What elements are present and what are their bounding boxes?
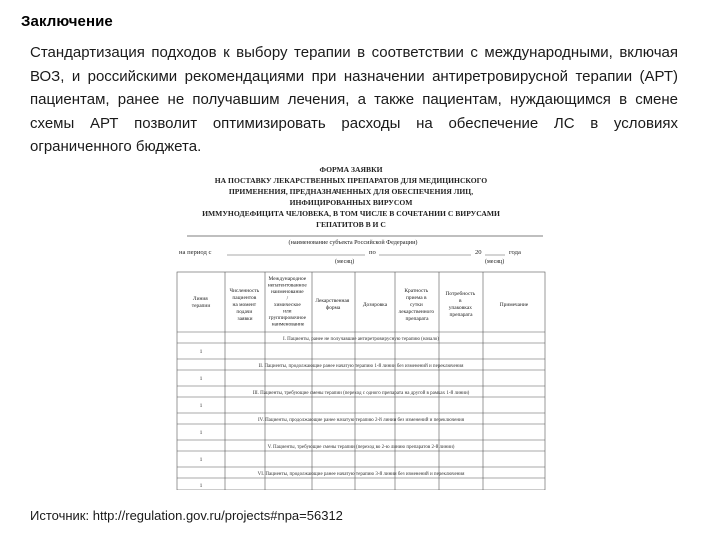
row-number: 1 xyxy=(199,430,203,436)
subject-caption: (наименование субъекта Российской Федерации) xyxy=(288,239,418,246)
month-caption: (месяц) xyxy=(485,259,505,265)
form-heading-line: ГЕПАТИТОВ В И С xyxy=(316,220,386,229)
conclusion-paragraph: Стандартизация подходов к выбору терапии в соответствии с международными, включая ВОЗ, и российскими рекомендациями при назначении антиретровирусной терапии (АРТ) пациентам, ранее не получавшим лечения, а также пациентам, нуждающимся в смене схемы АРТ позволит оптимизировать расходы на обеспечение ЛС в условиях ограниченного бюджета. xyxy=(30,44,678,155)
form-heading-line: ФОРМА ЗАЯВКИ xyxy=(319,165,383,174)
section-title: III. Пациенты, требующие смены терапии (переход с одного препарата на другой в рамках 1-й линии) xyxy=(252,391,470,396)
source-citation: Источник: http://regulation.gov.ru/projects#npa=56312 xyxy=(30,508,343,523)
period-year-label: года xyxy=(509,249,521,256)
column-header: Потребность в упаковках препарата xyxy=(445,291,476,318)
application-form-scan xyxy=(175,160,547,490)
column-header: Линия терапии xyxy=(191,296,211,309)
column-header: Дозировка xyxy=(362,302,388,308)
section-title: IV. Пациенты, продолжающие ранее начатую терапию 2-й линии без изменений и переключения xyxy=(257,418,465,423)
form-heading-line: НА ПОСТАВКУ ЛЕКАРСТВЕННЫХ ПРЕПАРАТОВ ДЛЯ МЕДИЦИНСКОГО xyxy=(214,176,488,185)
section-title: I. Пациенты, ранее не получавшие антиретровирусную терапию (начало) xyxy=(283,337,439,342)
row-number: 1 xyxy=(199,483,203,489)
section-title: II. Пациенты, продолжающие ранее начатую терапию 1-й линии без изменений и переключения xyxy=(258,364,464,369)
column-header: Лекарственная форма xyxy=(315,298,350,311)
row-number: 1 xyxy=(199,457,203,463)
section-title: V. Пациенты, требующие смены терапии (переход во 2-ю линию препаратов 2-й линии) xyxy=(267,445,455,450)
column-header: Кратность приема в сутки лекарственного препарата xyxy=(398,288,435,322)
period-for-label: на период с xyxy=(179,249,212,256)
period-year-prefix: 20 xyxy=(475,249,482,256)
column-header: Численность пациентов на момент подачи заявки xyxy=(229,288,260,322)
row-number: 1 xyxy=(199,376,203,382)
period-line xyxy=(179,249,521,265)
form-heading xyxy=(202,165,500,229)
row-number: 1 xyxy=(199,403,203,409)
section-title: VI. Пациенты, продолжающие ранее начатую терапию 3-й линии без изменений и переключения xyxy=(257,472,465,477)
slide-title: Заключение xyxy=(21,13,113,30)
form-heading-line: ПРИМЕНЕНИЯ, ПРЕДНАЗНАЧЕННЫХ ДЛЯ ОБЕСПЕЧЕНИЯ ЛИЦ, xyxy=(228,187,474,196)
column-header: Международное непатентованное наименование / химическое или группировочное наименование xyxy=(267,276,307,328)
form-heading-line: ИММУНОДЕФИЦИТА ЧЕЛОВЕКА, В ТОМ ЧИСЛЕ В СОЧЕТАНИИ С ВИРУСАМИ xyxy=(202,209,500,218)
row-number: 1 xyxy=(199,349,203,355)
form-heading-line: ИНФИЦИРОВАННЫХ ВИРУСОМ xyxy=(289,198,413,207)
month-caption: (месяц) xyxy=(335,259,355,265)
column-header: Примечание xyxy=(499,302,529,308)
period-to-label: по xyxy=(369,249,376,256)
